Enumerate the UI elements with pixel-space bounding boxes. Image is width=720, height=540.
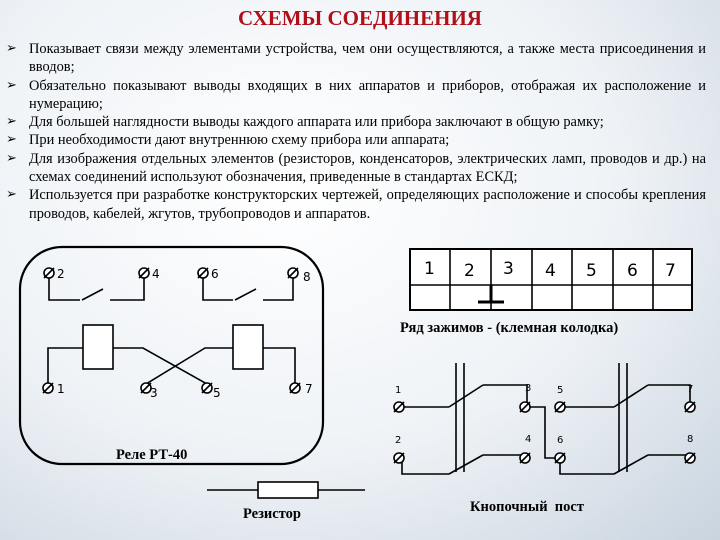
terminal-cell-label: 3 bbox=[503, 259, 514, 279]
terminal-cell-label: 1 bbox=[424, 259, 435, 279]
button-terminal-label: 4 bbox=[525, 434, 532, 445]
button-terminal-label: 1 bbox=[395, 385, 402, 396]
resistor-caption: Резистор bbox=[243, 506, 301, 522]
terminal-cell-label: 5 bbox=[586, 261, 597, 281]
relay-caption: Реле РТ-40 bbox=[116, 447, 188, 463]
arrow-bullet-icon: ➢ bbox=[6, 77, 17, 93]
button-station bbox=[394, 363, 695, 474]
bullet-item: ➢ Для большей наглядности выводы каждого аппарата или прибора заключают в общую рамку; bbox=[6, 114, 604, 131]
bullet-item: ➢ Показывает связи между элементами устройства, чем они осуществляются, а также места присоединения и вводов; bbox=[6, 41, 706, 76]
terminal-cell-label: 6 bbox=[627, 261, 638, 281]
relay-terminal-label: 7 bbox=[305, 382, 313, 396]
button-terminal-label: 7 bbox=[687, 384, 694, 395]
relay-terminal-label: 1 bbox=[57, 382, 65, 396]
terminal-block-caption: Ряд зажимов - (клемная колодка) bbox=[400, 320, 619, 336]
relay-terminal-label: 5 bbox=[213, 386, 221, 400]
arrow-bullet-icon: ➢ bbox=[6, 41, 17, 56]
relay-rt40 bbox=[20, 247, 323, 464]
terminal-block bbox=[410, 249, 692, 310]
bullet-item: ➢ Используется при разработке конструкторских чертежей, определяющих расположение и способы крепления проводов, кабелей, жгутов, трубопроводов и аппаратов. bbox=[6, 187, 706, 222]
relay-terminal-label: 4 bbox=[152, 267, 160, 281]
button-terminal-label: 8 bbox=[687, 434, 694, 445]
button-station-caption: Кнопочный пост bbox=[470, 499, 584, 515]
terminal-cell-label: 4 bbox=[545, 261, 556, 281]
relay-terminal-label: 6 bbox=[211, 267, 219, 281]
relay-terminal-label: 2 bbox=[57, 267, 65, 281]
relay-terminal-label: 3 bbox=[150, 386, 158, 400]
arrow-bullet-icon: ➢ bbox=[6, 150, 17, 166]
relay-coil-left bbox=[83, 325, 113, 369]
arrow-bullet-icon: ➢ bbox=[6, 187, 17, 203]
relay-terminal-label: 8 bbox=[303, 270, 311, 284]
button-terminal-label: 3 bbox=[525, 383, 532, 394]
bullet-item: ➢ При необходимости дают внутреннюю схему прибора или аппарата; bbox=[6, 132, 450, 149]
button-terminal-label: 2 bbox=[395, 435, 402, 446]
relay-coil-right bbox=[233, 325, 263, 369]
arrow-bullet-icon: ➢ bbox=[6, 132, 17, 148]
resistor-symbol bbox=[207, 482, 365, 498]
bullet-item: ➢ Для изображения отдельных элементов (резисторов, конденсаторов, электрических ламп, проводов и др.) на схемах соединений используют обозначения, приведенные в стандартах ЕСКД; bbox=[6, 150, 706, 186]
terminal-cell-label: 7 bbox=[665, 261, 676, 281]
button-terminal-label: 5 bbox=[557, 385, 564, 396]
bullet-item: ➢ Обязательно показывают выводы входящих в них аппаратов и приборов, отображая их расположение и нумерацию; bbox=[6, 77, 706, 112]
slide-title: СХЕМЫ СОЕДИНЕНИЯ bbox=[238, 6, 482, 30]
arrow-bullet-icon: ➢ bbox=[6, 114, 17, 130]
relay-frame bbox=[20, 247, 323, 464]
terminal-cell-label: 2 bbox=[464, 261, 475, 281]
button-terminal-label: 6 bbox=[557, 435, 564, 446]
